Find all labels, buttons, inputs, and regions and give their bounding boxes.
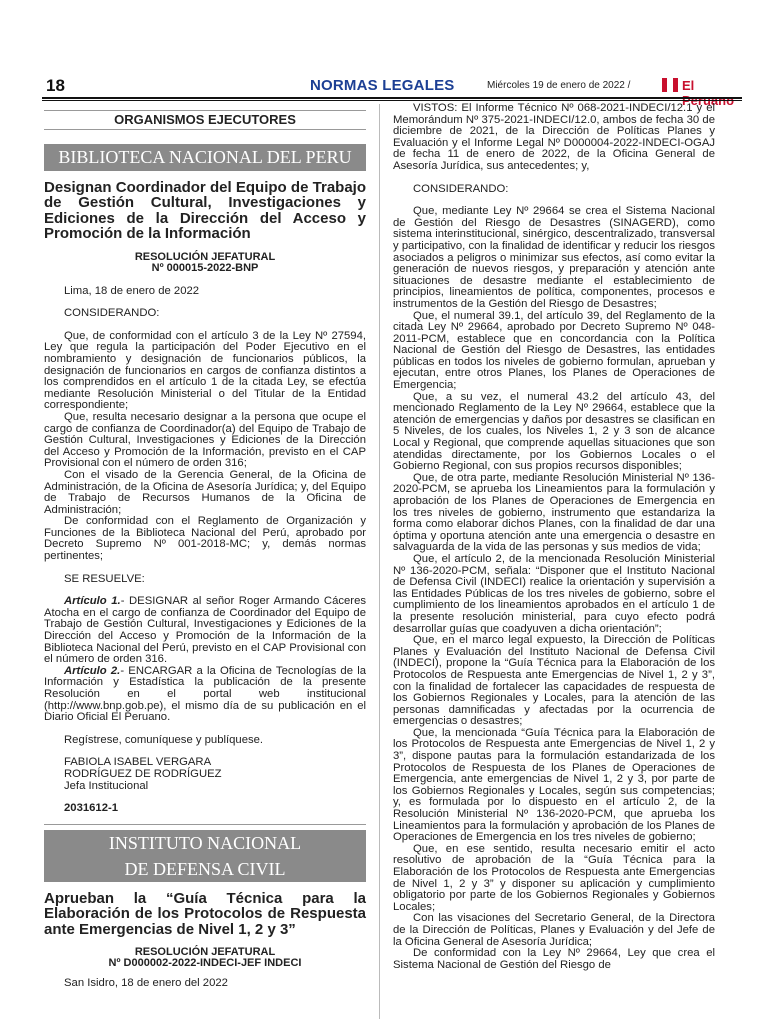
bnp-considerando: CONSIDERANDO: — [64, 307, 160, 320]
bnp-paragraph-4: De conformidad con el Reglamento de Organización y Funciones de la Biblioteca Nacional del Perú, aprobado por Decreto Supremo Nº 001-2018-MC; y, demás normas pertinentes; — [44, 515, 366, 563]
indeci-paragraph-8: Que, en ese sentido, resulta necesario emitir el acto resolutivo de aprobación de la “Guía Técnica para la Elaboración de los Protocolos de Respuesta ante Emergencias de Nivel 1, 2 y 3” y disponer su aplicación y cumplimiento obligatorio por parte de los Gobiernos Regionales y Gobiernos Locales; — [393, 842, 715, 913]
indeci-resolution-heading — [44, 947, 366, 969]
indeci-paragraph-2: Que, el numeral 39.1, del artículo 39, del Reglamento de la citada Ley Nº 29664, aprobado por Decreto Supremo Nº 048-2011-PCM, establece que en concordancia con la Política Nacional de Gestión del Riesgo de Desastres, las entidades públicas en todos los niveles de gobierno formulan, aprueban y ejecutan, entre otros Planes, los Planes de Operaciones de Emergencia; — [393, 309, 715, 392]
indeci-vistos: VISTOS: El Informe Técnico Nº 068-2021-INDECI/12.1 y el Memorándum Nº 375-2021-INDECI/12.0, ambos de fecha 30 de diciembre de 2021, de la Dirección de Políticas Planes y Evaluación y el Informe Legal Nº D000004-2022-INDECI-OGAJ de fecha 11 de enero de 2022, de la Oficina General de Asesoría Jurídica, sus antecedentes; y, — [393, 102, 715, 172]
bnp-rj-label: RESOLUCIÓN JEFATURAL — [134, 250, 276, 263]
page-header — [42, 76, 742, 98]
article-2-text: - ENCARGAR a la Oficina de Tecnologías de la Información y Estadística la publicación de la presente Resolución en el portal web institucional (http://www.bnp.gob.pe), el mismo día de su publicación en el Diario Oficial El Peruano. — [44, 664, 366, 724]
indeci-banner-line-1: INSTITUTO NACIONAL — [108, 832, 302, 853]
column-divider — [379, 104, 380, 1019]
section-separator — [44, 824, 366, 825]
article-1-text: - DESIGNAR al señor Roger Armando Cáceres Atocha en el cargo de confianza de Coordinador del Equipo de Trabajo de Gestión Cultural, Investigaciones y Ediciones de la Dirección del Acceso y Promoción de la Información de la Biblioteca Nacional del Perú, previsto en el CAP Provisional con el número de orden 316. — [44, 595, 366, 666]
indeci-rj-label: RESOLUCIÓN JEFATURAL — [134, 946, 276, 959]
indeci-place-date: San Isidro, 18 de enero del 2022 — [64, 977, 228, 990]
org-group-heading: ORGANISMOS EJECUTORES — [44, 110, 366, 130]
page-number: 18 — [46, 76, 65, 95]
indeci-title: Aprueban la “Guía Técnica para la Elaboración de los Protocolos de Respuesta ante Emergencias de Nivel 1, 2 y 3” — [44, 889, 366, 938]
peru-flag-icon — [662, 78, 678, 92]
indeci-paragraph-5: Que, el artículo 2, de la mencionada Resolución Ministerial Nº 136-2020-PCM, señala: “Disponer que el Instituto Nacional de Defensa Civil (INDECI) realice la orientación y supervisión a las Entidades Públicas de los tres niveles de gobierno, sobre el cumplimiento de los lineamientos aprobados en el artículo 1 de la presente resolución ministerial, para cuyo efecto podrá desarrollar guías que coadyuven a dicha orientación”; — [393, 552, 715, 635]
newspaper-brand: El — [682, 78, 695, 93]
indeci-paragraph-6: Que, en el marco legal expuesto, la Dirección de Políticas Planes y Evaluación del Instituto Nacional de Defensa Civil (INDECI), propone la “Guía Técnica para la Elaboración de los Protocolos de Respuesta ante Emergencias de Nivel 1, 2 y 3”, con la finalidad de fortalecer las capacidades de respuesta de los Gobiernos Regionales y Locales, para la atención de las personas damnificadas y afectadas por la ocurrencia de emergencias o desastres; — [393, 634, 715, 728]
bnp-place-date: Lima, 18 de enero de 2022 — [64, 284, 200, 297]
indeci-considerando: CONSIDERANDO: — [413, 182, 509, 195]
bnp-paragraph-3: Con el visado de la Gerencia General, de la Oficina de Administración, de la Oficina de Asesoría Jurídica; y, del Equipo de Trabajo de Recursos Humanos de la Oficina de Administración; — [44, 468, 366, 516]
signer-title: Jefa Institucional — [64, 779, 149, 792]
signer-name-1: FABIOLA ISABEL VERGARA — [64, 756, 212, 769]
indeci-paragraph-1: Que, mediante Ley Nº 29664 se crea el Sistema Nacional de Gestión del Riesgo de Desastres (SINAGERD), como sistema interinstitucional, sinérgico, descentralizado, transversal y participativo, con la finalidad de identificar y reducir los riesgos asociados a peligros o minimizar sus efectos, así como evitar la generación de nuevos riesgos, y preparación y atención ante situaciones de desastre mediante el establecimiento de principios, lineamientos de política, componentes, procesos e instrumentos de la Gestión del Riesgo de Desastres; — [393, 205, 715, 310]
indeci-banner — [44, 830, 366, 882]
right-column — [393, 103, 715, 971]
indeci-banner-line-2: DE DEFENSA CIVIL — [124, 858, 286, 879]
bnp-paragraph-1: Que, de conformidad con el artículo 3 de la Ley Nº 27594, Ley que regula la participación del Poder Ejecutivo en el nombramiento y designación de funcionarios públicos, la designación de funcionarios en cargos de confianza distintos a los comprendidos en el artículo 1 de la citada Ley, se efectúa mediante Resolución Ministerial o del Titular de la Entidad correspondiente; — [44, 329, 366, 412]
indeci-paragraph-4: Que, de otra parte, mediante Resolución Ministerial Nº 136-2020-PCM, se aprueba los Lineamientos para la formulación y aprobación de los Planes de Operaciones de Emergencia en los tres niveles de gobierno, instrumento que estandariza la forma como elaborar dichos Planes, con la finalidad de dar una óptima y oportuna atención ante una emergencia o desastre en salvaguarda de la vida de las personas y sus medios de vida; — [393, 471, 715, 554]
section-title: NORMAS LEGALES — [310, 77, 455, 94]
indeci-paragraph-7: Que, la mencionada “Guía Técnica para la Elaboración de los Protocolos de Respuesta ante Emergencias de Nivel 1, 2 y 3”, dispone pautas para la formulación estandarizada de los Protocolos de Respuesta de los Planes de Operaciones de Emergencia, ante emergencias de Nivel 1, 2 y 3, por parte de los Gobiernos Regionales y Locales, según sus competencias; y, es formulada por lo dispuesto en el artículo 2, de la Resolución Ministerial Nº 136-2020-PCM, que aprueba los Lineamientos para la formulación y aprobación de los Planes de Operaciones de Emergencia en los tres niveles de gobierno; — [393, 726, 715, 844]
bnp-rj-number: Nº 000015-2022-BNP — [151, 261, 259, 274]
indeci-paragraph-3: Que, a su vez, el numeral 43.2 del artículo 43, del mencionado Reglamento de la Ley Nº 29664, establece que la atención de emergencias y daños por desastres se clasifican en 5 Niveles, de los cuales, los Niveles 1, 2 y 3 son de alcance Local y Regional, que comprende aquellas situaciones que son atendidas directamente, por los Gobiernos Locales o el Gobierno Regional, con sus propios recursos disponibles; — [393, 390, 715, 473]
bnp-se-resuelve: SE RESUELVE: — [64, 572, 145, 585]
bnp-title: Designan Coordinador del Equipo de Trabajo de Gestión Cultural, Investigaciones y Ediciones de la Dirección del Acceso y Promoción de la Información — [44, 178, 366, 243]
header-rule — [42, 97, 742, 99]
bnp-paragraph-2: Que, resulta necesario designar a la persona que ocupe el cargo de confianza de Coordinador(a) del Equipo de Trabajo de Gestión Cultural, Investigaciones y Ediciones de la Dirección del Acceso y Promoción de la Información, previsto en el CAP Provisional con el número de orden 316; — [44, 410, 366, 470]
signer-name-2: RODRÍGUEZ DE RODRÍGUEZ — [64, 767, 222, 780]
bnp-closing: Regístrese, comuníquese y publíquese. — [64, 733, 264, 746]
left-column — [44, 110, 366, 990]
indeci-rj-number: Nº D000002-2022-INDECI-JEF INDECI — [108, 957, 302, 970]
article-1-label: Artículo 1. — [64, 595, 121, 608]
indeci-paragraph-10: De conformidad con la Ley Nº 29664, Ley que crea el Sistema Nacional de Gestión del Riesgo de — [393, 947, 715, 971]
bnp-article-1 — [44, 596, 366, 666]
bnp-doc-code: 2031612-1 — [64, 802, 119, 815]
indeci-paragraph-9: Con las visaciones del Secretario General, de la Directora de la Dirección de Políticas, Planes y Evaluación y del Jefe de la Oficina General de Asesoría Jurídica; — [393, 912, 715, 948]
issue-date: Miércoles 19 de enero de 2022 / — [487, 80, 631, 91]
bnp-signature — [44, 757, 366, 792]
article-2-label: Artículo 2. — [64, 664, 121, 677]
bnp-banner: BIBLIOTECA NACIONAL DEL PERU — [44, 144, 366, 171]
bnp-resolution-heading — [44, 252, 366, 274]
header-rule-thin — [42, 100, 742, 101]
bnp-article-2 — [44, 666, 366, 724]
